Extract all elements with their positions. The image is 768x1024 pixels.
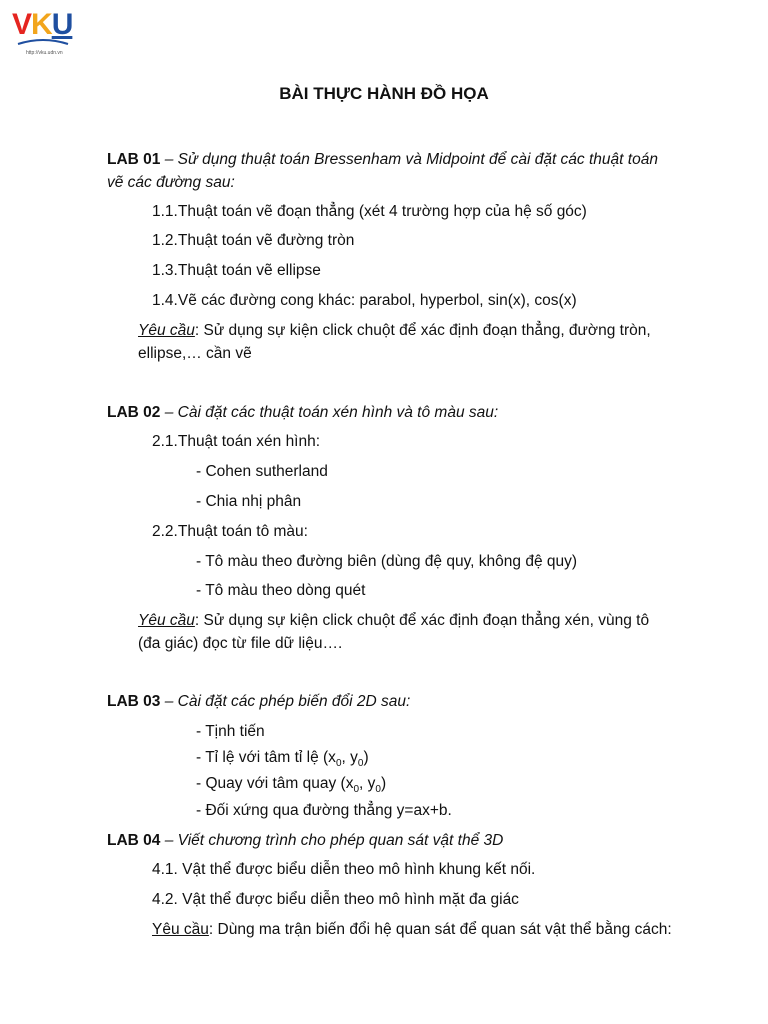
lab04-item: 4.1. Vật thể được biểu diễn theo mô hình khung kết nối. — [152, 861, 536, 878]
lab01-heading: LAB 01 – Sử dụng thuật toán Bressenham và Midpoint để cài đặt các thuật toán — [107, 151, 658, 168]
lab03-label: LAB 03 — [107, 693, 161, 710]
lab04-label: LAB 04 — [107, 832, 161, 849]
lab04-heading: LAB 04 – Viết chương trình cho phép quan sát vật thể 3D — [107, 832, 504, 849]
lab01-requirement-2: ellipse,… cần vẽ — [138, 345, 252, 362]
lab02-section: 2.1.Thuật toán xén hình: — [152, 433, 321, 450]
lab03-item: - Quay với tâm quay ($x_0$, $y_0$) — [196, 775, 387, 796]
lab04-requirement: Yêu cầu: Dùng ma trận biến đổi hệ quan sát để quan sát vật thể bằng cách: — [152, 921, 672, 938]
lab01-item: 1.4.Vẽ các đường cong khác: parabol, hyperbol, sin(x), cos(x) — [152, 292, 577, 309]
lab04-desc: Viết chương trình cho phép quan sát vật thể 3D — [177, 832, 504, 849]
lab04-req-label: Yêu cầu — [152, 921, 209, 938]
lab03-heading: LAB 03 – Cài đặt các phép biến đổi 2D sau: — [107, 693, 411, 710]
lab02-requirement: Yêu cầu: Sử dụng sự kiện click chuột để xác định đoạn thẳng xén, vùng tô — [138, 612, 650, 629]
lab03-item: - Tỉ lệ với tâm tỉ lệ ($x_0$, $y_0$) — [196, 749, 369, 770]
lab01-requirement: Yêu cầu: Sử dụng sự kiện click chuột để xác định đoạn thẳng, đường tròn, — [138, 322, 651, 339]
lab02-desc: Cài đặt các thuật toán xén hình và tô màu sau: — [177, 404, 499, 421]
lab01-item: 1.2.Thuật toán vẽ đường tròn — [152, 232, 355, 249]
lab01-item: 1.3.Thuật toán vẽ ellipse — [152, 262, 321, 279]
lab01-label: LAB 01 — [107, 151, 161, 168]
lab02-section: 2.2.Thuật toán tô màu: — [152, 523, 308, 540]
lab02-item: - Chia nhị phân — [196, 493, 302, 510]
logo-text: V K U — [12, 8, 73, 41]
logo-swoosh-icon — [16, 38, 70, 48]
lab01-desc: Sử dụng thuật toán Bressenham và Midpoint để cài đặt các thuật toán — [177, 151, 658, 168]
lab01-item: 1.1.Thuật toán vẽ đoạn thẳng (xét 4 trường hợp của hệ số góc) — [152, 203, 587, 220]
lab02-requirement-2: (đa giác) đọc từ file dữ liệu…. — [138, 635, 343, 652]
lab02-label: LAB 02 — [107, 404, 161, 421]
vku-logo — [12, 10, 74, 58]
lab02-req-label: Yêu cầu — [138, 612, 195, 629]
lab04-item: 4.2. Vật thể được biểu diễn theo mô hình mặt đa giác — [152, 891, 519, 908]
logo-url: http://vku.udn.vn — [26, 50, 63, 56]
lab02-item: - Tô màu theo đường biên (dùng đệ quy, không đệ quy) — [196, 553, 578, 570]
page-title: BÀI THỰC HÀNH ĐỒ HỌA — [279, 84, 489, 103]
lab02-item: - Cohen sutherland — [196, 463, 328, 480]
lab02-item: - Tô màu theo dòng quét — [196, 582, 366, 599]
lab01-req-label: Yêu cầu — [138, 322, 195, 339]
lab03-desc: Cài đặt các phép biến đổi 2D sau: — [177, 693, 411, 710]
lab03-item: - Đối xứng qua đường thẳng y=ax+b. — [196, 802, 452, 819]
lab03-item: - Tịnh tiến — [196, 723, 265, 740]
lab01-desc-2: vẽ các đường sau: — [107, 174, 235, 191]
lab02-heading: LAB 02 – Cài đặt các thuật toán xén hình và tô màu sau: — [107, 404, 499, 421]
